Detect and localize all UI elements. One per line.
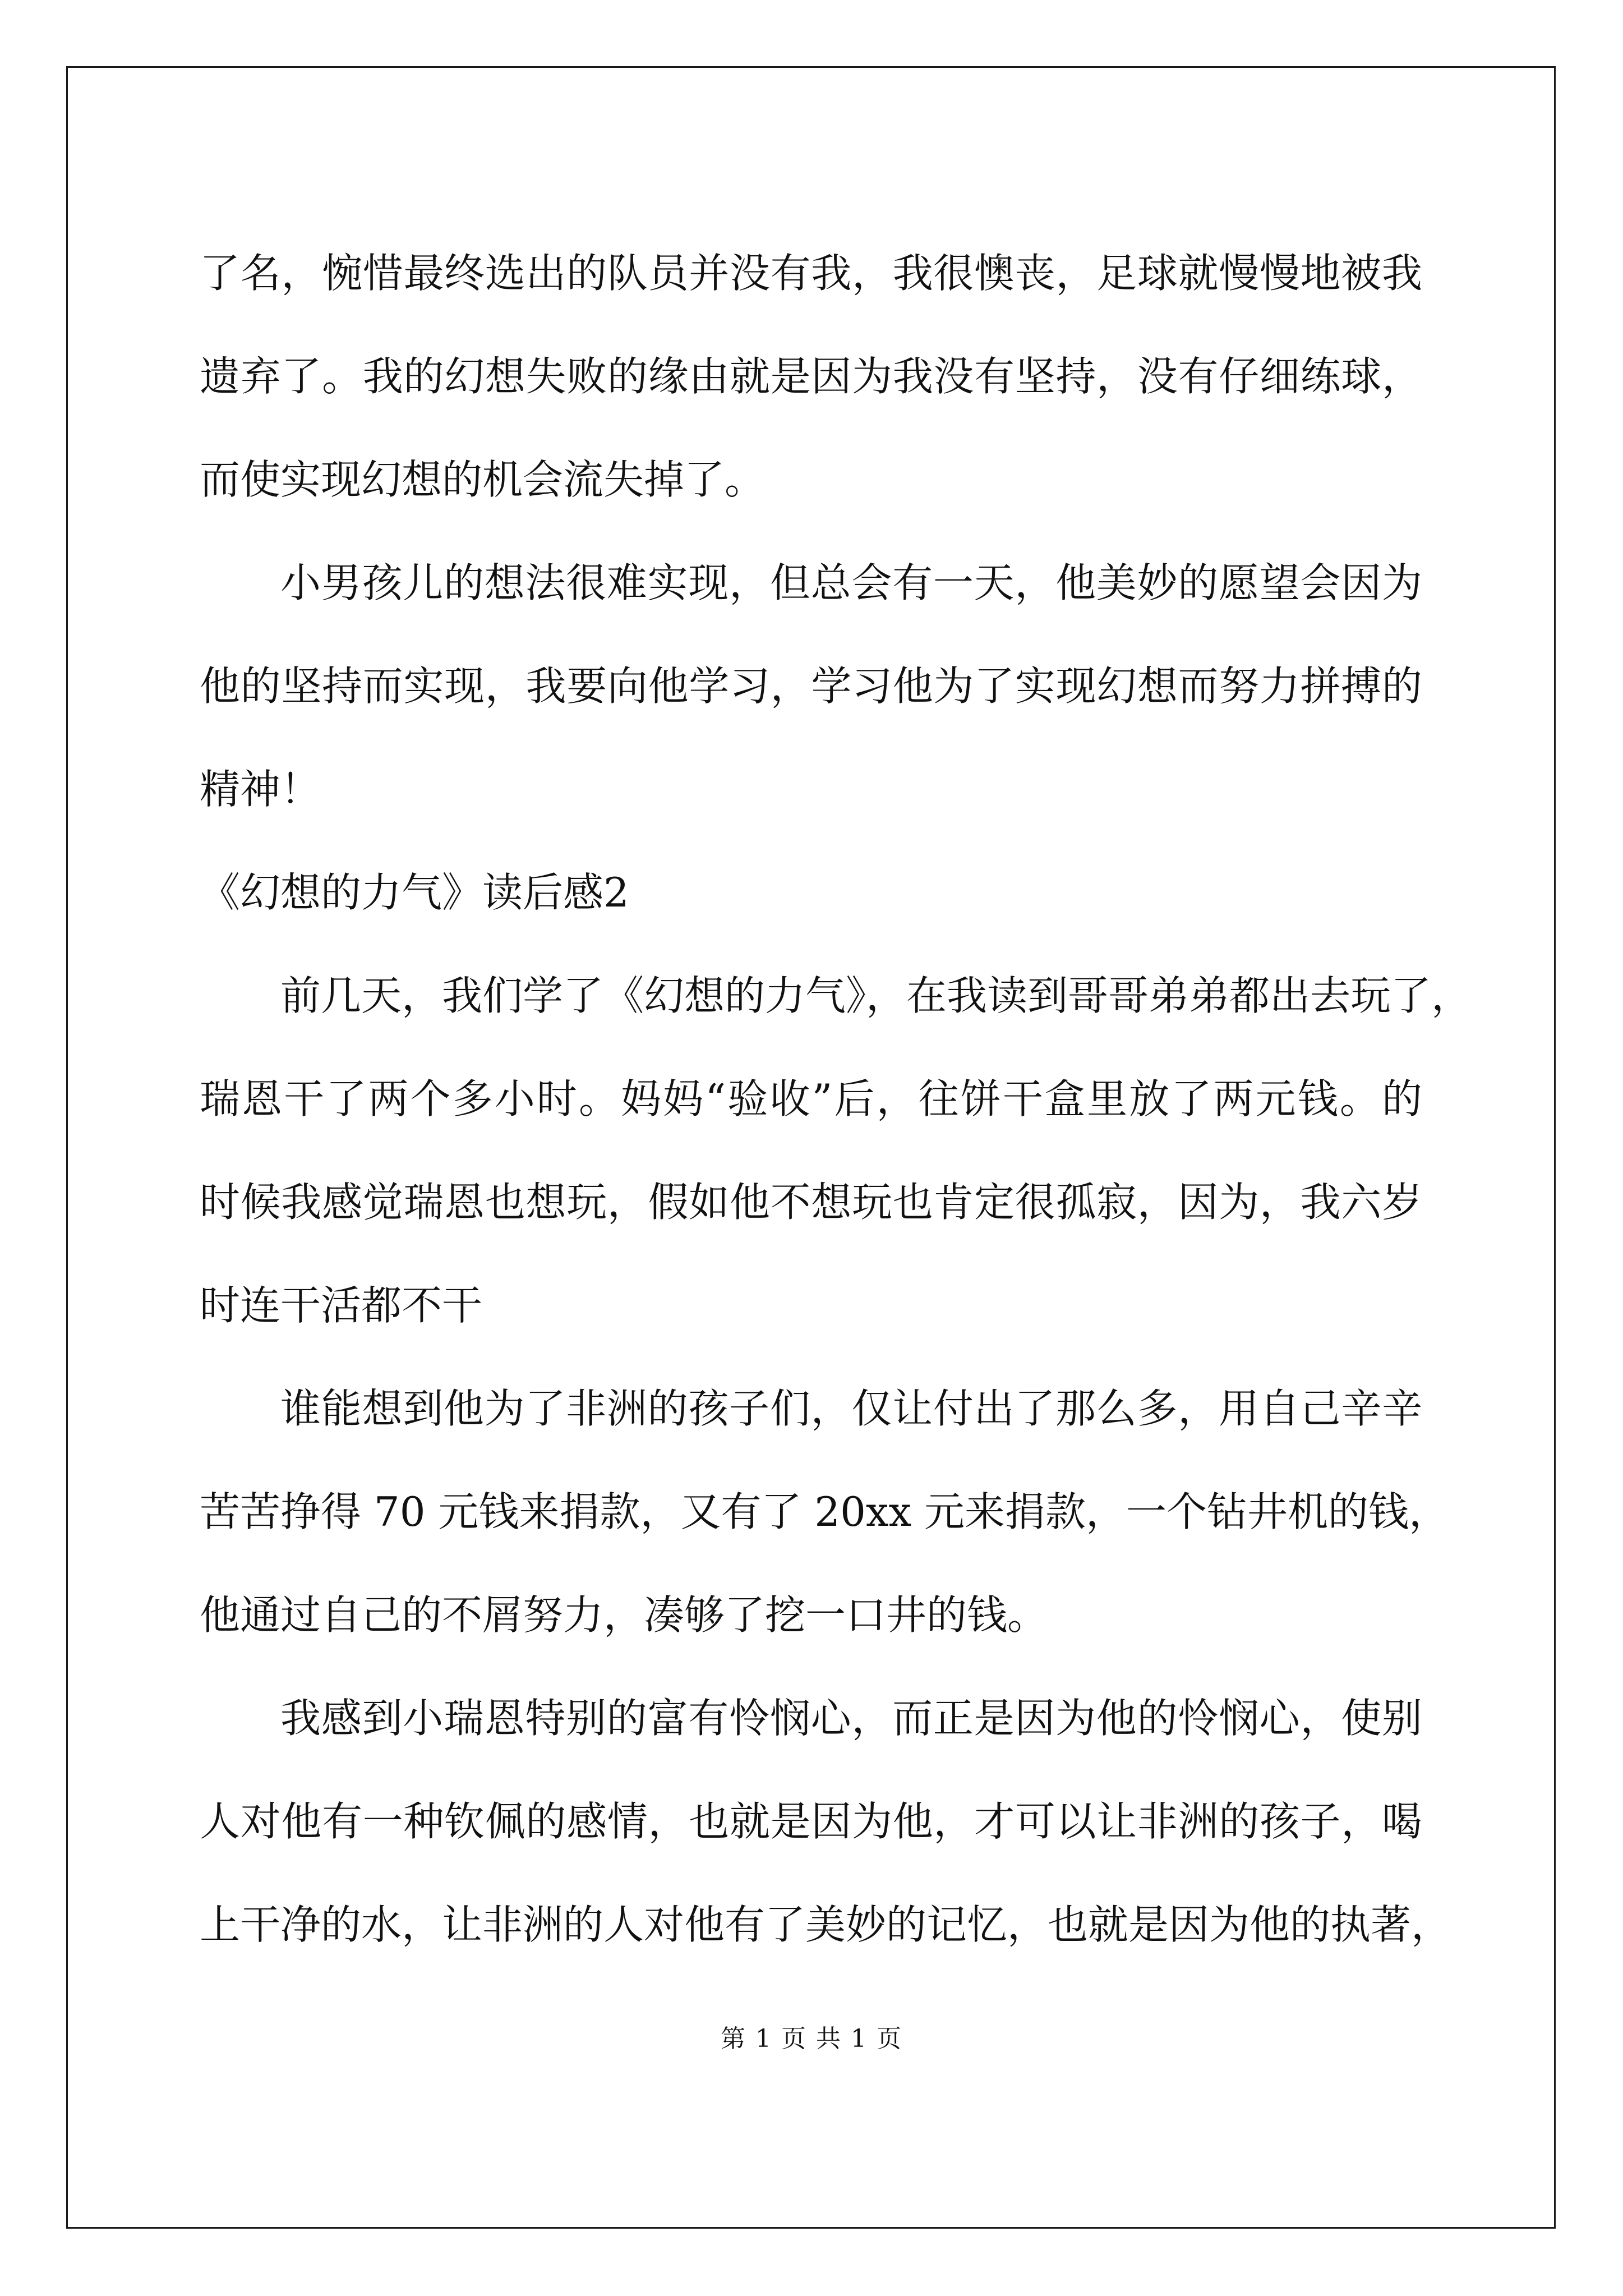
text-line: 时候我感觉瑞恩也想玩，假如他不想玩也肯定很孤寂，因为，我六岁 xyxy=(200,1179,1422,1226)
page-number-footer: 第 1 页 共 1 页 xyxy=(721,2024,902,2053)
paragraph xyxy=(200,1667,1452,1976)
paragraph xyxy=(200,944,1472,1357)
document-body xyxy=(200,222,1472,1976)
text-line: 他的坚持而实现，我要向他学习，学习他为了实现幻想而努力拼搏的 xyxy=(200,662,1422,710)
text-line: 而使实现幻想的机会流失掉了。 xyxy=(200,456,766,503)
text-line: 遗弃了。我的幻想失败的缘由就是因为我没有坚持，没有仔细练球， xyxy=(200,353,1422,400)
section-heading: 《幻想的力气》读后感2 xyxy=(200,869,629,916)
text-line: 时连干活都不干 xyxy=(200,1282,483,1329)
text-line: 精神！ xyxy=(200,766,321,813)
text-line: 我感到小瑞恩特别的富有怜悯心，而正是因为他的怜悯心，使别 xyxy=(280,1695,1422,1742)
text-line: 上干净的水，让非洲的人对他有了美妙的记忆，也就是因为他的执著， xyxy=(200,1901,1452,1948)
text-line: 小男孩儿的想法很难实现，但总会有一天，他美妙的愿望会因为 xyxy=(280,559,1422,606)
text-line: 他通过自己的不屑努力，凑够了挖一口井的钱。 xyxy=(200,1591,1048,1639)
text-line: 人对他有一种钦佩的感情，也就是因为他，才可以让非洲的孩子，喝 xyxy=(200,1798,1422,1845)
text-line: 了名，惋惜最终选出的队员并没有我，我很懊丧，足球就慢慢地被我 xyxy=(200,250,1422,297)
paragraph xyxy=(200,531,1422,841)
text-line: 瑞恩干了两个多小时。妈妈“验收”后，往饼干盒里放了两元钱。的 xyxy=(200,1075,1422,1122)
text-line: 前几天，我们学了《幻想的力气》，在我读到哥哥弟弟都出去玩了， xyxy=(280,972,1472,1019)
text-line: 苦苦挣得 70 元钱来捐款，又有了 20xx 元来捐款，一个钻井机的钱， xyxy=(200,1488,1449,1535)
paragraph xyxy=(200,1357,1449,1667)
paragraph xyxy=(200,222,1422,531)
text-line: 谁能想到他为了非洲的孩子们，仅让付出了那么多，用自己辛辛 xyxy=(280,1385,1422,1432)
